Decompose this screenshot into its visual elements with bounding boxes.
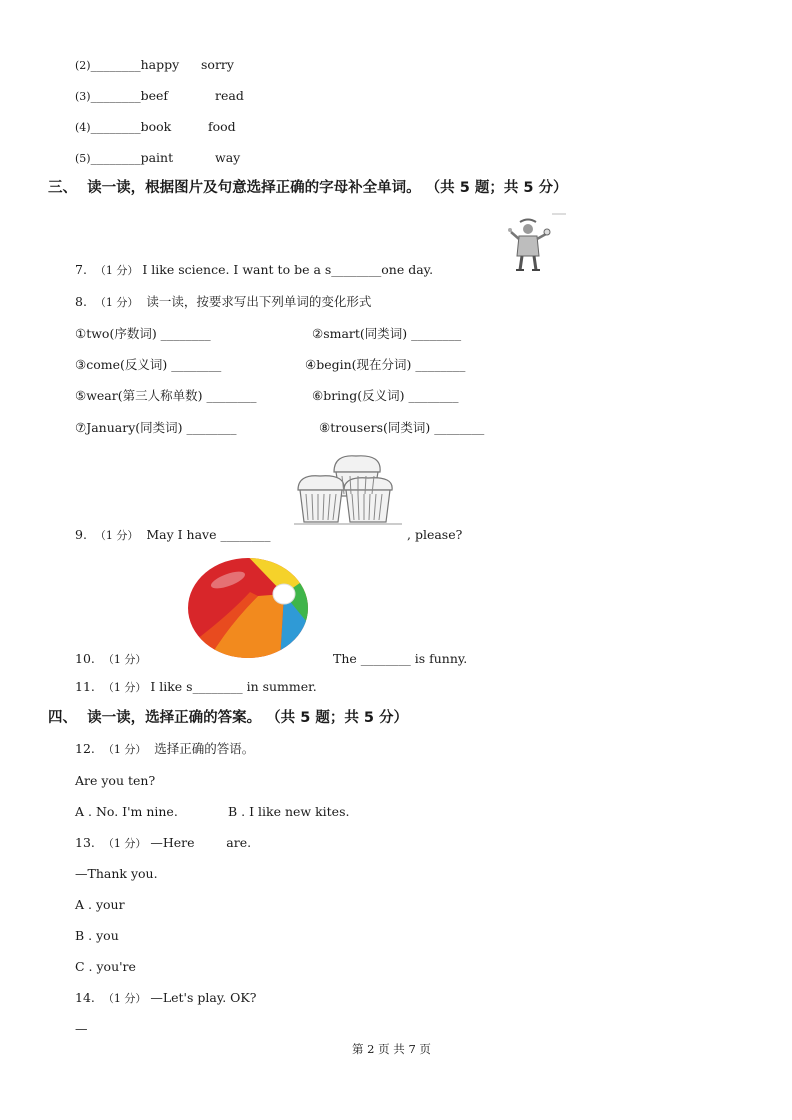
question-text: 读一读，按要求写出下列单词的变化形式 [146,294,372,309]
q14-reply[interactable]: — [75,1021,88,1036]
q8-item-3[interactable]: ③come(反义词) ________ [75,357,222,372]
sec2-word-4: food [208,119,236,134]
score-label: （1 分） [102,837,147,850]
question-12: 12. （1 分） 选择正确的答语。 [75,741,255,756]
answer-blank[interactable]: ________ [90,57,141,72]
item-number: (4) [75,121,91,134]
q12-option-b[interactable]: B . I like new kites. [228,804,350,819]
question-13: 13. （1 分） —Here are. [75,835,252,850]
score-label: （1 分） [102,743,147,756]
question-10-text[interactable]: The ________ is funny. [333,651,468,666]
score-label: （1 分） [94,529,139,542]
answer-blank[interactable]: ________ [90,150,141,165]
question-7: 7. （1 分） I like science. I want to be a s________one day. [75,262,434,277]
q13-option-b[interactable]: B . you [75,928,119,943]
q13-reply: —Thank you. [75,866,158,881]
item-number: (5) [75,152,91,165]
sec2-word-3: read [215,88,244,103]
page-footer: 第 2 页 共 7 页 [352,1042,431,1056]
question-text: —Let's play. OK? [150,990,257,1005]
word-1: paint [140,150,174,165]
q12-question: Are you ten? [75,773,156,788]
beach-ball-icon [188,556,310,660]
word-1: happy [140,57,180,72]
q13-option-a[interactable]: A . your [75,897,125,912]
q8-item-7[interactable]: ⑦January(同类词) ________ [75,420,237,435]
sec2-item-4 [75,119,171,136]
question-10: 10. （1 分） [75,651,147,666]
answer-blank[interactable]: ________ [90,119,141,134]
question-text: 选择正确的答语。 [154,741,255,756]
question-11: 11. （1 分） I like s________ in summer. [75,679,317,694]
word-1: book [140,119,172,134]
question-text: I like science. I want to be a s________one day. [142,262,434,277]
word-1: beef [140,88,169,103]
question-text: —Here are. [150,835,252,850]
q12-option-a[interactable]: A . No. I'm nine. [75,804,178,819]
q13-option-c[interactable]: C . you're [75,959,136,974]
sec2-word-5: way [215,150,241,165]
sec2-item-2 [75,57,179,74]
q8-item-5[interactable]: ⑤wear(第三人称单数) ________ [75,388,257,403]
answer-blank[interactable]: ________ [90,88,141,103]
question-8: 8. （1 分） 读一读，按要求写出下列单词的变化形式 [75,294,372,309]
q8-item-6[interactable]: ⑥bring(反义词) ________ [312,388,459,403]
question-9-tail: , please? [407,527,463,542]
score-label: （1 分） [102,992,147,1005]
sec2-item-3 [75,88,168,105]
q8-item-2[interactable]: ②smart(同类词) ________ [312,326,462,341]
question-text[interactable]: I like s________ in summer. [150,679,317,694]
sec2-item-5 [75,150,173,167]
item-number: (3) [75,90,91,103]
question-text[interactable]: May I have ________ [146,527,271,542]
score-label: （1 分） [94,264,139,277]
section3-heading: 三、 读一读，根据图片及句意选择正确的字母补全单词。 （共 5 题；共 5 分） [48,180,568,196]
score-label: （1 分） [102,681,147,694]
q8-item-1[interactable]: ①two(序数词) ________ [75,326,211,341]
q8-item-4[interactable]: ④begin(现在分词) ________ [305,357,466,372]
cupcakes-icon [294,450,404,530]
score-label: （1 分） [94,296,139,309]
question-9: 9. （1 分） May I have ________ [75,527,271,542]
question-14: 14. （1 分） —Let's play. OK? [75,990,257,1005]
section4-heading: 四、 读一读，选择正确的答案。 （共 5 题；共 5 分） [48,710,409,726]
scientist-figure-icon [506,212,568,274]
score-label: （1 分） [102,653,147,666]
item-number: (2) [75,59,91,72]
q8-item-8[interactable]: ⑧trousers(同类词) ________ [319,420,485,435]
sec2-word-2: sorry [201,57,234,72]
